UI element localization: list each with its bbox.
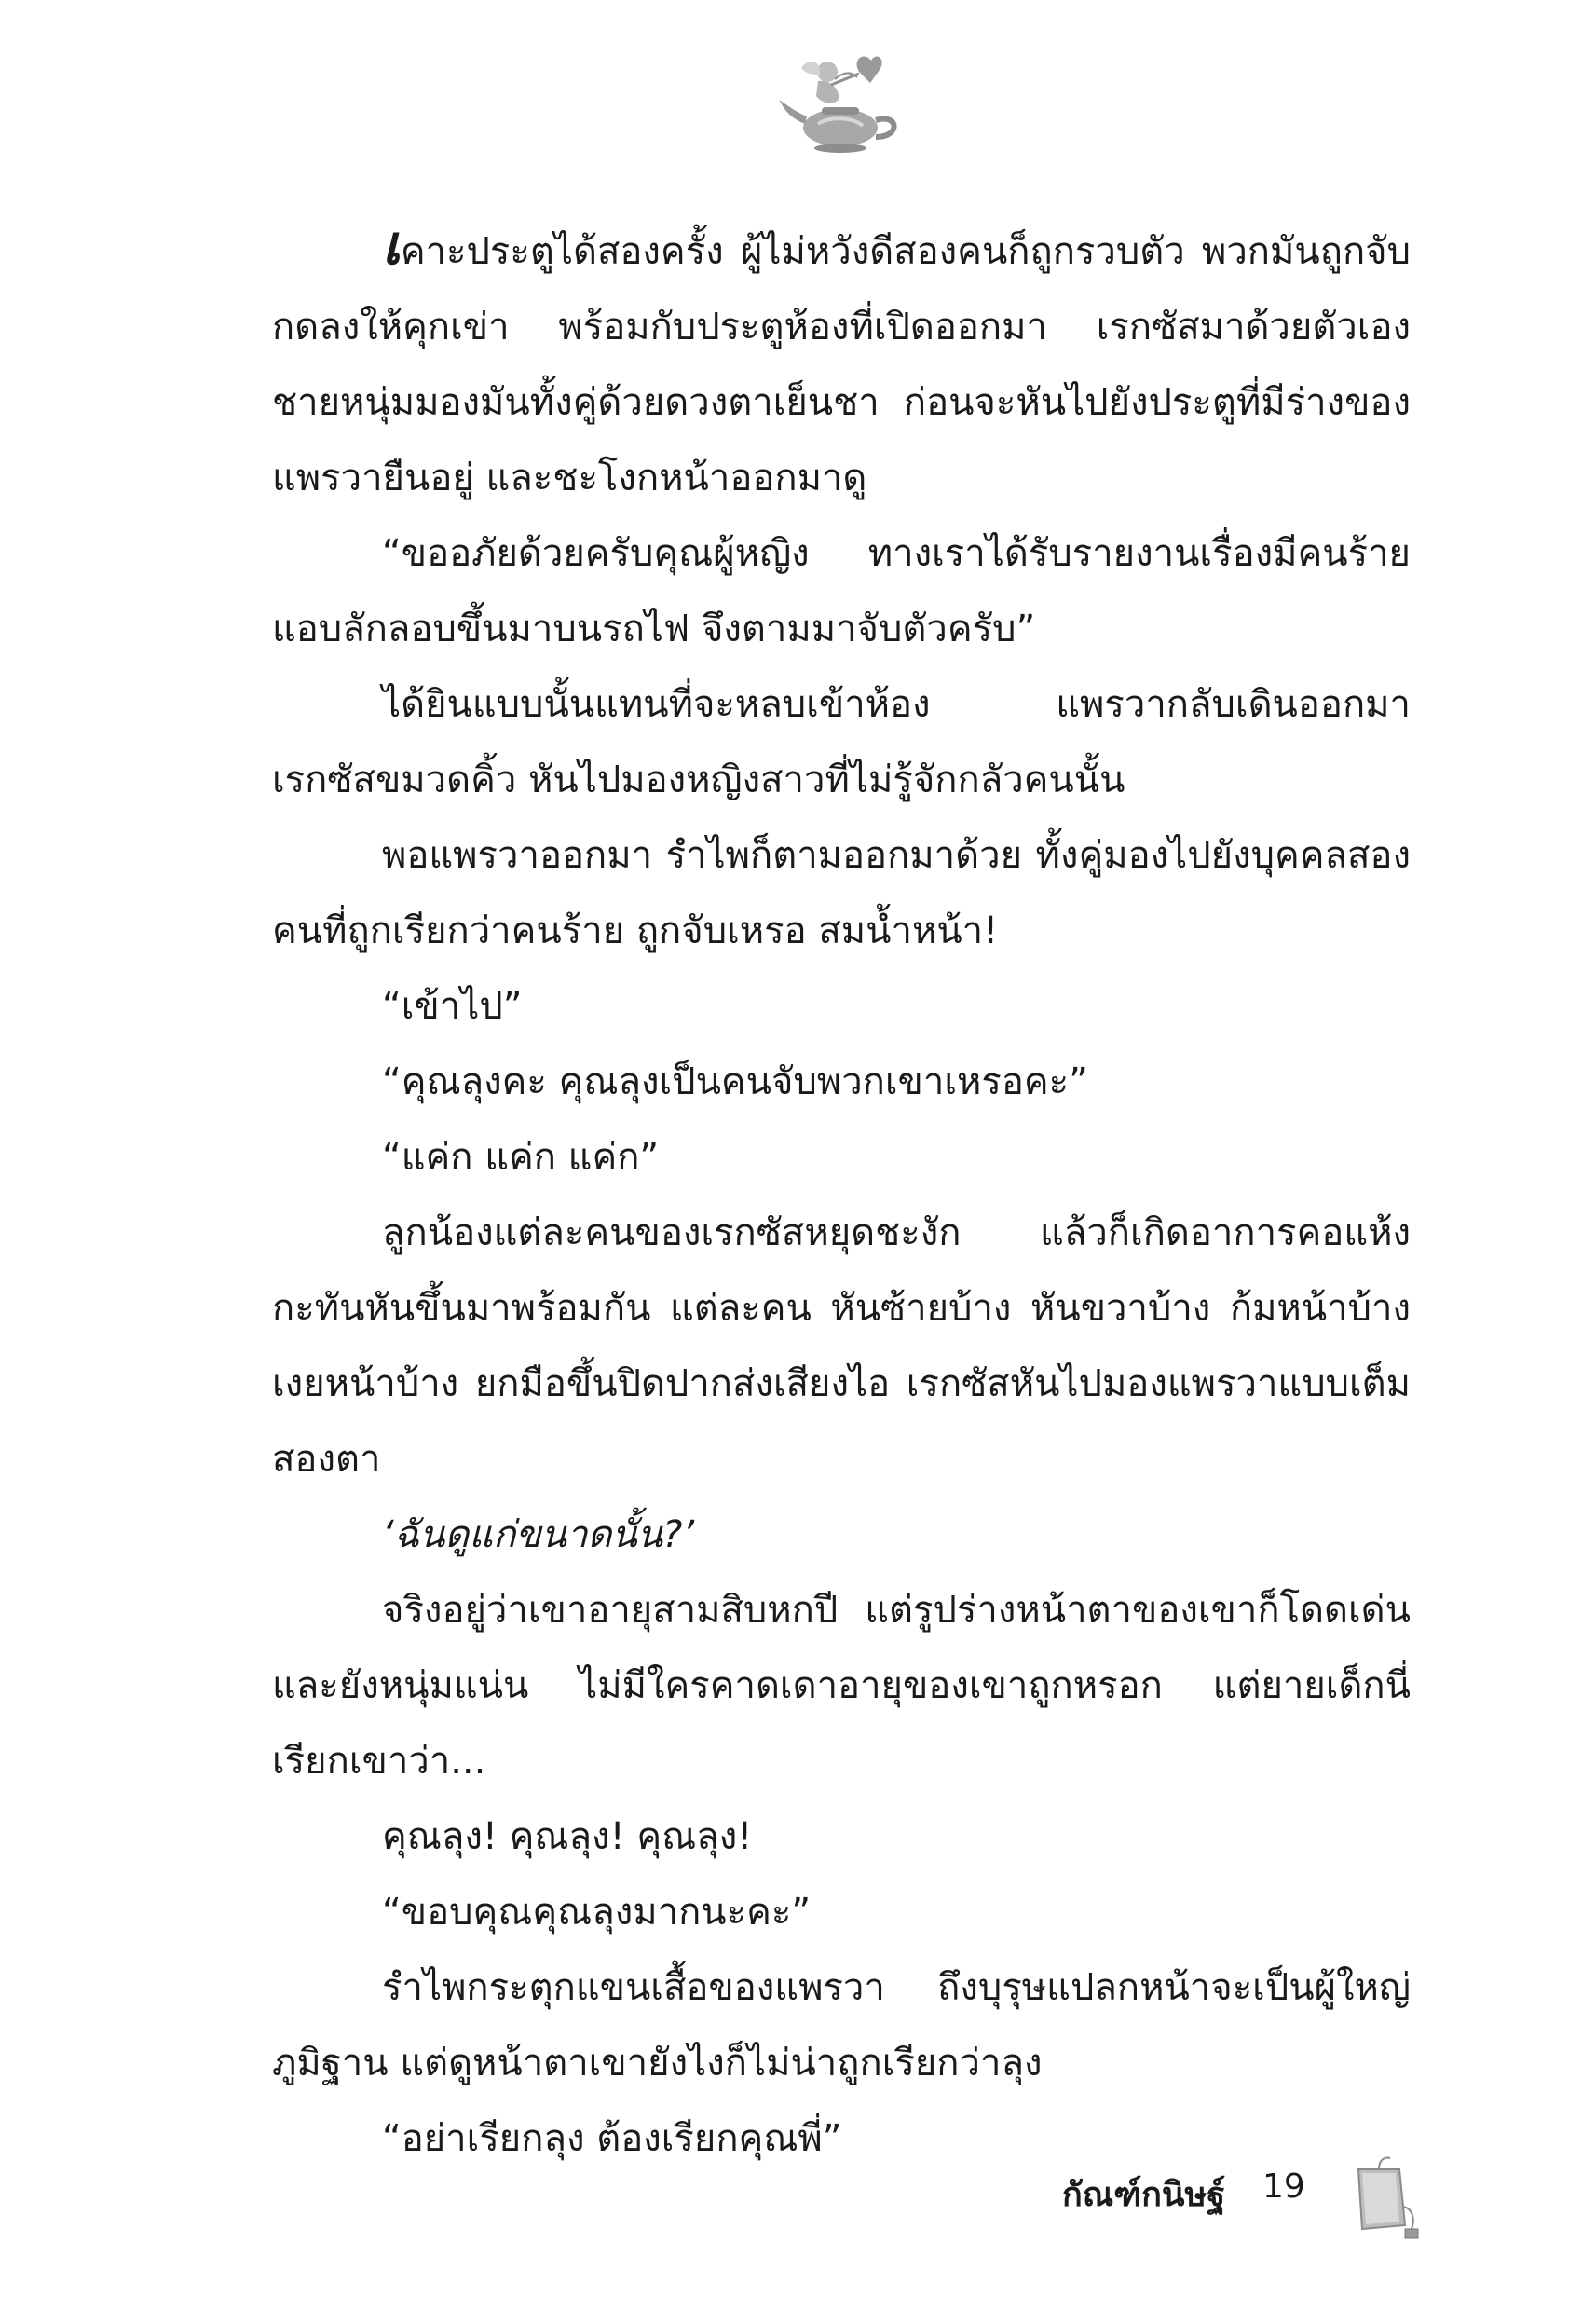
paragraph-9: ‘ฉันดูแก่ขนาดนั้น?’ [382, 1513, 695, 1556]
running-title: กัณฑ์กนิษฐ์ [1062, 2176, 1226, 2214]
paragraph-12: “ขอบคุณคุณลุงมากนะคะ” [382, 1891, 812, 1934]
paragraph-text: คาะประตูได้สองครั้ง ผู้ไม่หวังดีสองคนก็ถูกรวบตัว พวกมันถูกจับกดลงให้คุกเข่า พร้อมกับประตูห้องที่เปิดออกมา เรกซัสมาด้วยตัวเอง ชายหนุ่มมองมันทั้งคู่ด้วยดวงตาเย็นชา ก่อนจะหันไปยังประตูที่มีร่างของแพรวายืนอยู่ และชะโงกหน้าออกมาดู [272, 230, 1411, 499]
drop-cap: เ [382, 213, 401, 277]
paragraph-1 [272, 214, 1411, 516]
angel-teapot-icon [773, 51, 913, 158]
page-number: 19 [1262, 2167, 1305, 2206]
paragraph-4: พอแพรวาออกมา รำไพก็ตามออกมาด้วย ทั้งคู่มองไปยังบุคคลสองคนที่ถูกเรียกว่าคนร้าย ถูกจับเหรอ สมน้ำหน้า! [272, 834, 1411, 952]
page-footer [1062, 2143, 1435, 2246]
paragraph-10: จริงอยู่ว่าเขาอายุสามสิบหกปี แต่รูปร่างหน้าตาของเขาก็โดดเด่นและยังหนุ่มแน่น ไม่มีใครคาดเดาอายุของเขาถูกหรอก แต่ยายเด็กนี่เรียกเขาว่า... [272, 1589, 1411, 1783]
story-text [272, 214, 1411, 2177]
paragraph-7: “แค่ก แค่ก แค่ก” [382, 1136, 660, 1179]
paragraph-5: “เข้าไป” [382, 985, 523, 1028]
paragraph-8: ลูกน้องแต่ละคนของเรกซัสหยุดชะงัก แล้วก็เกิดอาการคอแห้งกะทันหันขึ้นมาพร้อมกัน แต่ละคน หันซ้ายบ้าง หันขวาบ้าง ก้มหน้าบ้าง เงยหน้าบ้าง ยกมือขึ้นปิดปากส่งเสียงไอ เรกซัสหันไปมองแพรวาแบบเต็มสองตา [272, 1211, 1411, 1481]
paragraph-11: คุณลุง! คุณลุง! คุณลุง! [382, 1815, 753, 1858]
paragraph-3: ได้ยินแบบนั้นแทนที่จะหลบเข้าห้อง แพรวากลับเดินออกมา เรกซัสขมวดคิ้ว หันไปมองหญิงสาวที่ไม่รู้จักกลัวคนนั้น [272, 683, 1411, 801]
paragraph-14: “อย่าเรียกลุง ต้องเรียกคุณพี่” [382, 2117, 842, 2160]
paragraph-13: รำไพกระตุกแขนเสื้อของแพรวา ถึงบุรุษแปลกหน้าจะเป็นผู้ใหญ่ภูมิฐาน แต่ดูหน้าตาเขายังไงก็ไม่น่าถูกเรียกว่าลุง [272, 1966, 1411, 2085]
paragraph-2: “ขออภัยด้วยครับคุณผู้หญิง ทางเราได้รับรายงานเรื่องมีคนร้ายแอบลักลอบขึ้นมาบนรถไฟ จึงตามมาจับตัวครับ” [272, 532, 1411, 650]
paragraph-6: “คุณลุงคะ คุณลุงเป็นคนจับพวกเขาเหรอคะ” [382, 1060, 1088, 1103]
teabag-icon [1351, 2151, 1425, 2244]
